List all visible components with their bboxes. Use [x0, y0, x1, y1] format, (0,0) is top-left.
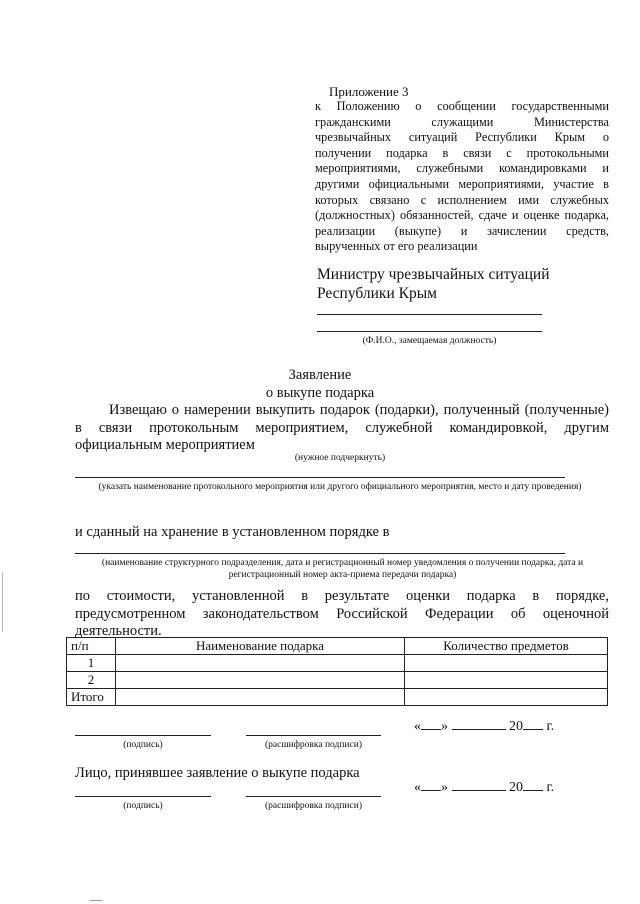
addressee: [317, 265, 550, 303]
col-number-header: п/п: [67, 638, 116, 655]
table-header-row: [67, 638, 608, 655]
month-blank[interactable]: [452, 729, 506, 730]
receiver-signature-line[interactable]: [75, 796, 211, 797]
appendix-body: к Положению о сообщении государственными гражданскими служащими Министерства чрезвычайных ситуаций Республики Крым о получении подарка в связи с протокольными мероприятиями, служебными командировками и другими официальными мероприятиями, участие в которых связано с исполнением ими служебных (должностных) обязанностей, сдаче и оценке подарка, реализации (выкупе) и зачислении средств, вырученных от его реализации: [315, 99, 609, 254]
year-prefix: 20: [509, 719, 523, 734]
day-blank[interactable]: [421, 729, 441, 730]
date-open-quote: «: [414, 719, 421, 734]
paragraph-storage: и сданный на хранение в установленном порядке в: [75, 524, 390, 540]
addressee-blank-1[interactable]: [317, 314, 542, 315]
col-name-header: Наименование подарка: [116, 638, 405, 655]
date-close-quote: »: [441, 780, 448, 795]
paragraph-intent: Извещаю о намерении выкупить подарок (подарки), полученный (полученные) в связи протокольным мероприятием, служебной командировкой, другим официальным мероприятием: [75, 402, 609, 453]
total-label: Итого: [67, 689, 116, 706]
total-quantity[interactable]: [405, 689, 608, 706]
event-blank[interactable]: [75, 477, 565, 478]
total-name[interactable]: [116, 689, 405, 706]
date-open-quote: «: [414, 780, 421, 795]
scan-bottom-mark: [90, 900, 102, 901]
addressee-line-2: Республики Крым: [317, 285, 437, 302]
row-2-number: 2: [67, 672, 116, 689]
row-2-quantity[interactable]: [405, 672, 608, 689]
department-blank[interactable]: [75, 553, 565, 554]
table-row: [67, 672, 608, 689]
document-heading: [0, 366, 640, 402]
date-close-quote: »: [441, 719, 448, 734]
fio-caption: (Ф.И.О., замещаемая должность): [362, 336, 497, 346]
receiver-label: Лицо, принявшее заявление о выкупе подарка: [75, 765, 360, 781]
month-blank[interactable]: [452, 790, 506, 791]
applicant-date: [414, 719, 564, 735]
table-total-row: [67, 689, 608, 706]
applicant-signature-caption: (подпись): [123, 740, 163, 750]
addressee-line-1: Министру чрезвычайных ситуаций: [317, 266, 550, 283]
gifts-table: [66, 637, 608, 706]
caption-underline: (нужное подчеркнуть): [294, 453, 386, 463]
appendix-title: Приложение 3: [329, 84, 409, 99]
receiver-date: [414, 780, 564, 796]
scan-margin-mark: [2, 572, 4, 632]
year-suffix: г.: [546, 780, 555, 795]
year-suffix: г.: [546, 719, 555, 734]
heading-line-2: о выкупе подарка: [265, 385, 375, 401]
receiver-signature-caption: (подпись): [123, 801, 163, 811]
table-row: [67, 655, 608, 672]
addressee-blank-2[interactable]: [317, 331, 542, 332]
caption-event: (указать наименование протокольного мероприятия или другого официального мероприятия, место и дату проведения): [98, 482, 582, 492]
applicant-decoding-line[interactable]: [246, 735, 381, 736]
paragraph-price: по стоимости, установленной в результате оценки подарка в порядке, предусмотренном законодательством Российской Федерации об оценочной деятельности.: [75, 588, 609, 639]
year-prefix: 20: [509, 780, 523, 795]
row-1-name[interactable]: [116, 655, 405, 672]
row-1-number: 1: [67, 655, 116, 672]
col-quantity-header: Количество предметов: [405, 638, 608, 655]
applicant-decoding-caption: (расшифровка подписи): [265, 740, 362, 750]
year-blank[interactable]: [523, 729, 543, 730]
day-blank[interactable]: [421, 790, 441, 791]
year-blank[interactable]: [523, 790, 543, 791]
caption-department: (наименование структурного подразделения, дата и регистрационный номер уведомления о получении подарка, дата и регистрационный номер акта-приема передачи подарка): [101, 558, 584, 580]
receiver-decoding-caption: (расшифровка подписи): [265, 801, 362, 811]
receiver-decoding-line[interactable]: [246, 796, 381, 797]
heading-line-1: Заявление: [288, 367, 352, 383]
row-1-quantity[interactable]: [405, 655, 608, 672]
applicant-signature-line[interactable]: [75, 735, 211, 736]
row-2-name[interactable]: [116, 672, 405, 689]
